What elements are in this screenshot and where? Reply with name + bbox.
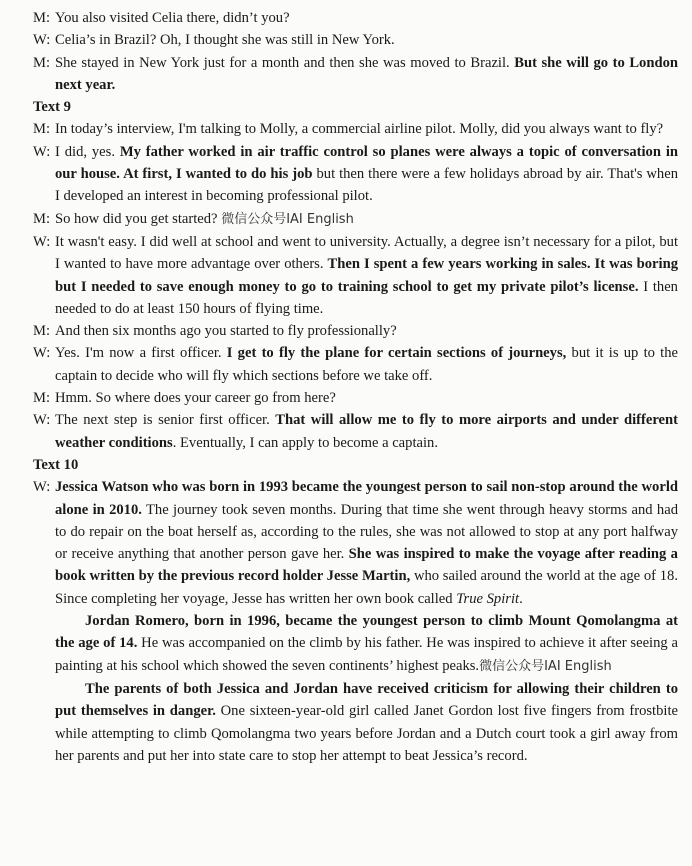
bold-text: But she will go to London next year. [55, 54, 679, 93]
text-run: The next step is senior first officer. [55, 412, 276, 429]
dialog-turn [33, 29, 678, 51]
text10-passage [33, 476, 678, 767]
dialog-turn [33, 7, 678, 29]
text9-dialog [33, 118, 678, 453]
text-run: I then needed to do at least 150 hours of flying time. [55, 278, 678, 317]
text-run: The journey took seven months. During that time she went through heavy storms and had to do repair on the boat herself as, according to the rules, she was not allowed to stop at any port halfway or receive anything that another person gave her. [55, 501, 679, 563]
dialog-turn [33, 320, 678, 342]
dialog-turn [33, 141, 678, 208]
dialog-turn [33, 387, 678, 409]
speaker-label: W: [33, 412, 51, 429]
speaker-label: W: [33, 479, 51, 496]
text-run: You also visited Celia there, didn’t you? [55, 10, 290, 26]
bold-text: My father worked in air traffic control so planes were always a topic of conversation in our house. At first, I wanted to do his job [55, 143, 678, 183]
text-run: Celia’s in Brazil? Oh, I thought she was still in New York. [55, 32, 395, 49]
watermark-text: 微信公众号IAI English [221, 211, 354, 227]
dialog-turn [33, 52, 678, 97]
bold-text: The parents of both Jessica and Jordan have received criticism for allowing their children to put themselves in danger. [55, 680, 678, 720]
speaker-label: W: [33, 143, 51, 160]
text-run: And then six months ago you started to fly professionally? [55, 323, 397, 340]
bold-text: Jordan Romero, born in 1996, became the youngest person to climb Mount Qomolangma at the age of 14. [55, 613, 678, 652]
text-run: It wasn't easy. I did well at school and went to university. Actually, a degree isn’t necessary for a pilot, but I wanted to have more advantage over others. [55, 233, 678, 273]
speaker-label: M: [33, 54, 51, 71]
text-run: who sailed around the world at the age of 18. Since completing her voyage, Jesse has written her own book called [55, 568, 678, 607]
dialog-continuation [33, 7, 678, 96]
bold-text: Jessica Watson who was born in 1993 became the youngest person to sail non-stop around the world alone in 2010. [55, 479, 678, 518]
speaker-label: W: [33, 233, 51, 250]
text-run: Hmm. So where does your career go from here? [55, 390, 336, 407]
speaker-label: M: [33, 10, 51, 26]
passage-paragraph-3 [55, 678, 678, 767]
passage-paragraph-1 [55, 476, 678, 610]
text-run: One sixteen-year-old girl called Janet Gordon lost five fingers from frostbite while attempting to climb Qomolangma two years before Jordan and a Dutch court took a girl away from her parents and put her into state care to stop her attempt to beat Jessica’s record. [55, 703, 678, 764]
speaker-label: M: [33, 390, 51, 407]
speaker-label: M: [33, 210, 51, 227]
dialog-turn [33, 342, 678, 387]
text-run: I did, yes. [55, 143, 120, 160]
speaker-label: M: [33, 323, 51, 340]
text-run: but it is up to the captain to decide who will fly which sections before we take off. [55, 345, 678, 384]
italic-text: True Spirit [456, 590, 520, 607]
bold-text: She was inspired to make the voyage after reading a book written by the previous record holder Jesse Martin, [55, 546, 678, 585]
dialog-turn [33, 208, 678, 231]
text-run: In today’s interview, I'm talking to Molly, a commercial airline pilot. Molly, did you always want to fly? [55, 121, 664, 138]
text-run: . Eventually, I can apply to become a captain. [172, 434, 438, 451]
bold-text: Then I spent a few years working in sales. It was boring but I needed to save enough money to go to training school to get my private pilot’s license. [55, 256, 678, 295]
text9-heading: Text 9 [33, 99, 71, 116]
text-run: Yes. I'm now a first officer. [55, 345, 227, 362]
speaker-label: W: [33, 32, 51, 49]
speaker-label: M: [33, 121, 51, 138]
passage-paragraph-2 [55, 610, 678, 678]
bold-text: That will allow me to fly to more airports and under different weather conditions [55, 412, 678, 451]
text-run: He was accompanied on the climb by his father. He was inspired to achieve it after seeing a painting at his school which showed the seven continents’ highest peaks. [55, 635, 678, 674]
text-run: She stayed in New York just for a month and then she was moved to Brazil. [55, 54, 515, 71]
dialog-turn [33, 231, 678, 320]
dialog-turn [33, 409, 678, 454]
text-run: . [519, 590, 523, 607]
speaker-label: W: [33, 345, 51, 362]
dialog-turn [33, 118, 678, 140]
bold-text: I get to fly the plane for certain sections of journeys, [226, 345, 567, 362]
text10-heading: Text 10 [33, 456, 79, 473]
text-run: So how did you get started? [55, 210, 222, 227]
text-run: but then there were a few holidays abroad by air. That's when I developed an interest in becoming professional pilot. [55, 166, 679, 205]
watermark-text: 微信公众号IAI English [479, 658, 612, 674]
